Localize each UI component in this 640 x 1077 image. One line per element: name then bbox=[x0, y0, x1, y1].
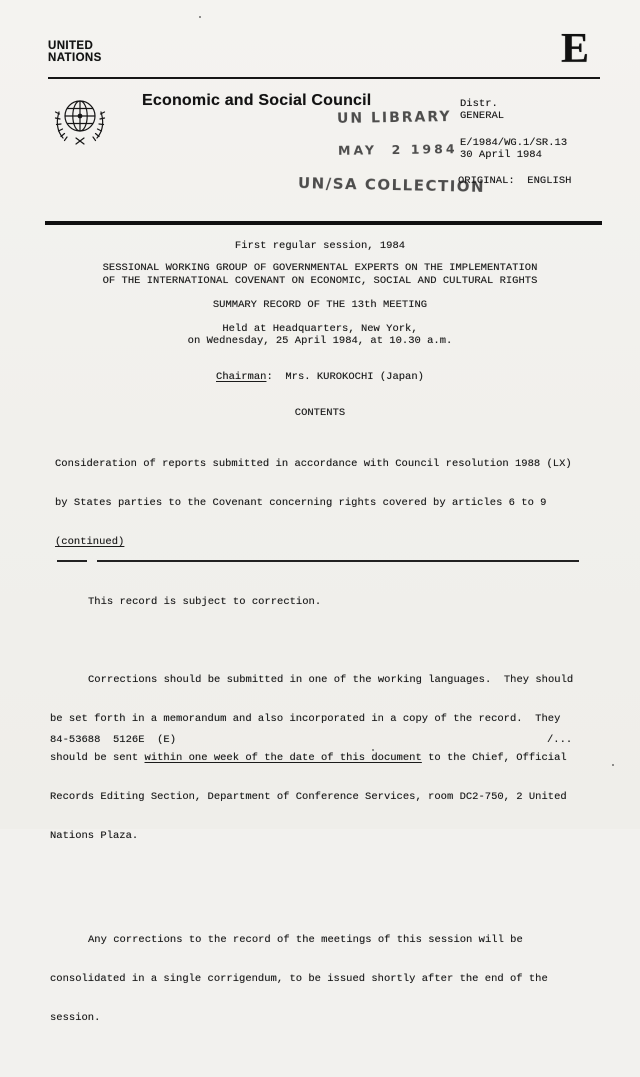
org-name bbox=[48, 41, 102, 64]
correction-p2-line2: consolidated in a single corrigendum, to be issued shortly after the end of the bbox=[50, 973, 548, 985]
contents-item bbox=[55, 432, 595, 575]
library-stamp-text: UN LIBRARY bbox=[336, 109, 452, 127]
correction-p1-line5: Nations Plaza. bbox=[50, 830, 139, 842]
scan-speck bbox=[199, 16, 201, 18]
section-divider bbox=[45, 221, 602, 225]
contents-item-continued: (continued) bbox=[55, 536, 125, 548]
chairman-name: : Mrs. KUROKOCHI (Japan) bbox=[266, 371, 424, 383]
collection-stamp-text: UN/SA COLLECTION bbox=[297, 174, 486, 196]
continuation-mark: /... bbox=[547, 734, 573, 746]
correction-p1-line3-underlined: within one week of the date of this document bbox=[144, 752, 422, 764]
correction-paragraph-2 bbox=[50, 908, 595, 1051]
scan-speck bbox=[612, 764, 614, 766]
scan-speck bbox=[372, 749, 374, 751]
correction-p1-line3-pre: should be sent bbox=[50, 752, 145, 764]
library-date-stamp: MAY 2 1984 bbox=[337, 141, 458, 158]
session-line: First regular session, 1984 bbox=[234, 240, 406, 252]
footnote-divider-right bbox=[97, 560, 579, 562]
correction-p1-line3 bbox=[50, 752, 595, 765]
distr-label: Distr. bbox=[460, 98, 498, 110]
chairman-line bbox=[0, 371, 640, 384]
correction-p1-line4: Records Editing Section, Department of Conference Services, room DC2-750, 2 United bbox=[50, 791, 567, 803]
footnote-divider-left bbox=[57, 560, 87, 562]
council-title: Economic and Social Council bbox=[142, 92, 372, 109]
contents-heading: CONTENTS bbox=[294, 407, 346, 419]
correction-p2-line3: session. bbox=[50, 1012, 101, 1024]
correction-paragraph-1 bbox=[50, 648, 595, 869]
correction-p1-line2: be set forth in a memorandum and also incorporated in a copy of the record. They bbox=[50, 713, 561, 725]
header-divider bbox=[48, 77, 600, 79]
committee-name-line2: OF THE INTERNATIONAL COVENANT ON ECONOMIC, SOCIAL AND CULTURAL RIGHTS bbox=[102, 275, 538, 287]
held-line2: on Wednesday, 25 April 1984, at 10.30 a.m. bbox=[187, 335, 453, 347]
org-name-line2: NATIONS bbox=[48, 51, 102, 64]
correction-p1-line3-post: to the Chief, Official bbox=[421, 752, 567, 764]
correction-notes bbox=[50, 570, 595, 1077]
committee-name-line1: SESSIONAL WORKING GROUP OF GOVERNMENTAL EXPERTS ON THE IMPLEMENTATION bbox=[102, 262, 538, 274]
correction-p1-line1: Corrections should be submitted in one of the working languages. They should bbox=[88, 674, 574, 686]
document-series-letter: E bbox=[561, 26, 590, 72]
distr-value: GENERAL bbox=[460, 110, 505, 122]
org-name-line1: UNITED bbox=[48, 40, 94, 52]
contents-item-line2: by States parties to the Covenant concerning rights covered by articles 6 to 9 bbox=[55, 497, 547, 509]
record-title: SUMMARY RECORD OF THE 13th MEETING bbox=[212, 299, 428, 311]
un-emblem-icon bbox=[50, 92, 110, 154]
original-language: ORIGINAL: ENGLISH bbox=[458, 175, 572, 187]
print-job-number: 84-53688 5126E (E) bbox=[50, 734, 177, 746]
chairman-label: Chairman bbox=[216, 371, 267, 383]
document-symbol: E/1984/WG.1/SR.13 bbox=[460, 137, 568, 149]
contents-item-line1: Consideration of reports submitted in accordance with Council resolution 1988 (LX) bbox=[55, 458, 572, 470]
document-date: 30 April 1984 bbox=[460, 149, 542, 161]
correction-p2-line1: Any corrections to the record of the meetings of this session will be bbox=[88, 934, 523, 946]
correction-note: This record is subject to correction. bbox=[88, 596, 322, 608]
held-line1: Held at Headquarters, New York, bbox=[222, 323, 418, 335]
